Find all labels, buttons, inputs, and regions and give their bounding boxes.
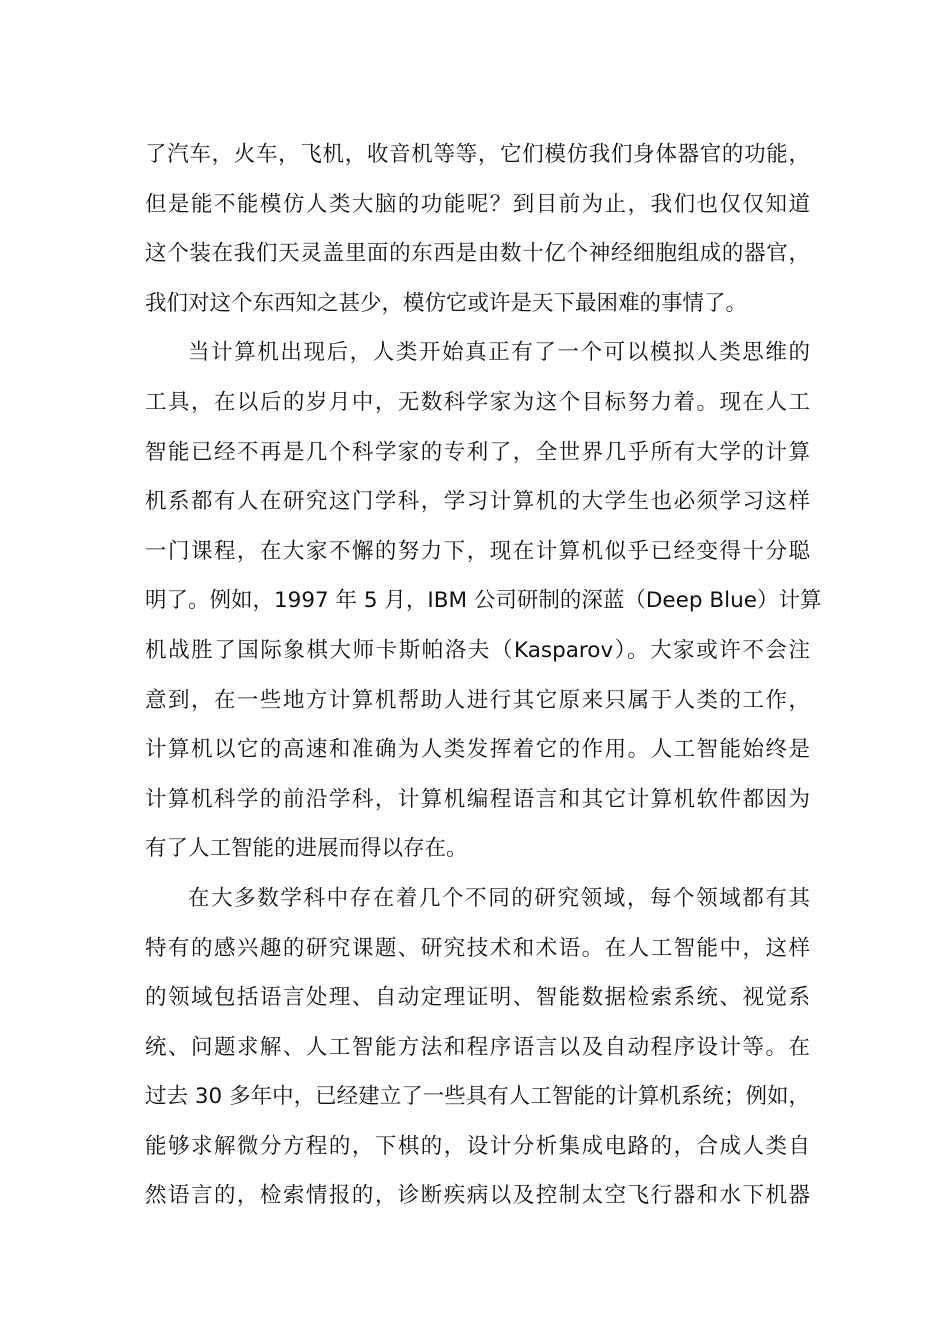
text-line: 但是能不能模仿人类大脑的功能呢？到目前为止，我们也仅仅知道 (145, 191, 810, 217)
text-line: 这个装在我们天灵盖里面的东西是由数十亿个神经细胞组成的器官， (145, 241, 810, 267)
text-line: 了汽车，火车，飞机，收音机等等，它们模仿我们身体器官的功能， (145, 142, 810, 167)
text-line: 我们对这个东西知之甚少，模仿它或许是天下最困难的事情了。 (145, 290, 748, 316)
paragraph-first-line: 在大多数学科中存在着几个不同的研究领域，每个领域都有其 (188, 885, 810, 911)
text-line: 智能已经不再是几个科学家的专利了，全世界几乎所有大学的计算 (145, 439, 810, 465)
text-line: 计算机以它的高速和准确为人类发挥着它的作用。人工智能始终是 (145, 737, 810, 763)
text-line: 明了。例如，1997 年 5 月，IBM 公司研制的深蓝（Deep Blue）计算 (145, 588, 822, 614)
text-line: 机系都有人在研究这门学科，学习计算机的大学生也必须学习这样 (145, 489, 810, 515)
text-line: 工具，在以后的岁月中，无数科学家为这个目标努力着。现在人工 (145, 389, 810, 415)
text-line: 意到，在一些地方计算机帮助人进行其它原来只属于人类的工作， (145, 687, 810, 713)
text-line: 能够求解微分方程的，下棋的，设计分析集成电路的，合成人类自 (145, 1133, 810, 1159)
text-line: 机战胜了国际象棋大师卡斯帕洛夫（Kasparov）。大家或许不会注 (145, 637, 810, 663)
text-line: 然语言的，检索情报的，诊断疾病以及控制太空飞行器和水下机器 (145, 1183, 810, 1209)
text-line: 计算机科学的前沿学科，计算机编程语言和其它计算机软件都因为 (145, 786, 810, 812)
text-line: 过去 30 多年中，已经建立了一些具有人工智能的计算机系统；例如， (145, 1084, 810, 1110)
body-text (145, 130, 822, 1221)
text-line: 一门课程，在大家不懈的努力下，现在计算机似乎已经变得十分聪 (145, 538, 810, 564)
text-line: 统、问题求解、人工智能方法和程序语言以及自动程序设计等。在 (145, 1034, 810, 1060)
text-line: 特有的感兴趣的研究课题、研究技术和术语。在人工智能中，这样 (145, 935, 810, 961)
text-line: 的领域包括语言处理、自动定理证明、智能数据检索系统、视觉系 (145, 985, 810, 1011)
paragraph-first-line: 当计算机出现后，人类开始真正有了一个可以模拟人类思维的 (188, 340, 810, 366)
text-line: 有了人工智能的进展而得以存在。 (145, 836, 468, 862)
